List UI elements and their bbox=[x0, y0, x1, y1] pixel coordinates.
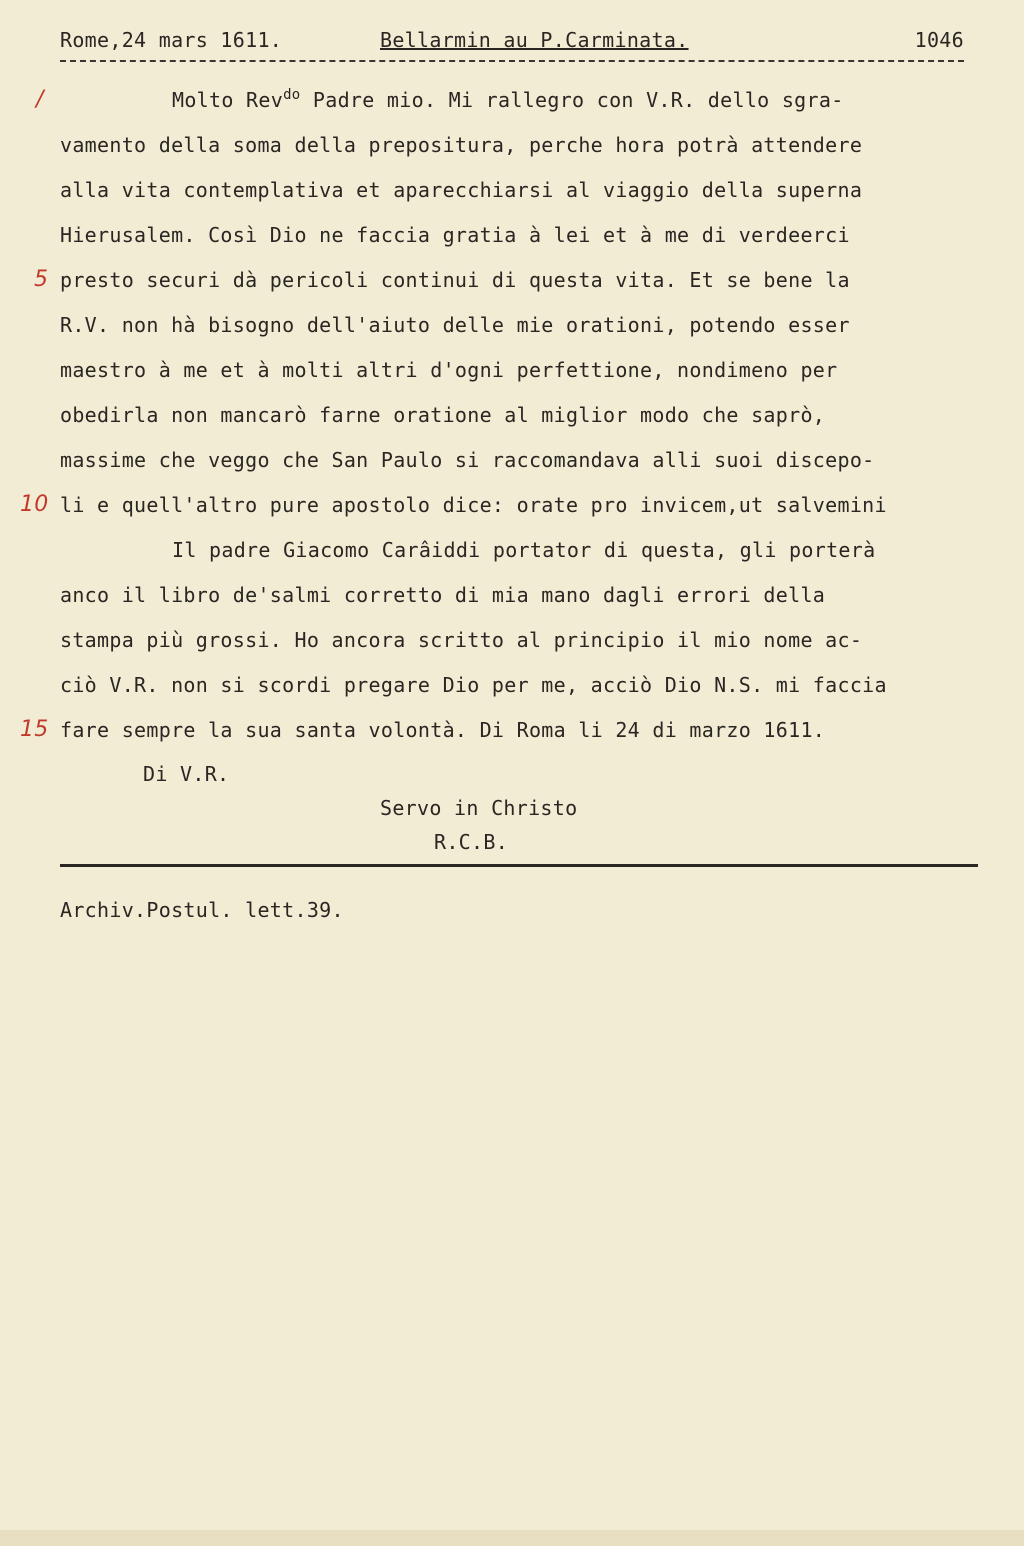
margin-number-5: 5 bbox=[34, 267, 49, 292]
letter-line-12: anco il libro de'salmi corretto di mia mano dagli errori della bbox=[60, 583, 826, 607]
header-number: 1046 bbox=[914, 28, 964, 52]
margin-number-1: / bbox=[36, 87, 44, 112]
letter-line-3: alla vita contemplativa et aparecchiarsi al viaggio della superna bbox=[60, 178, 863, 202]
page-edge bbox=[0, 1530, 1024, 1546]
letter-line-5: presto securi dà pericoli continui di questa vita. Et se bene la bbox=[60, 268, 850, 292]
archive-reference: Archiv.Postul. lett.39. bbox=[60, 898, 344, 922]
header-date: Rome,24 mars 1611. bbox=[60, 28, 283, 52]
letter-line-4: Hierusalem. Così Dio ne faccia gratia à lei et à me di verdeerci bbox=[60, 223, 850, 247]
letter-line-14: ciò V.R. non si scordi pregare Dio per me, acciò Dio N.S. mi faccia bbox=[60, 673, 887, 697]
letter-line-2: vamento della soma della prepositura, perche hora potrà attendere bbox=[60, 133, 863, 157]
letter-line-8: obedirla non mancarò farne oratione al miglior modo che saprò, bbox=[60, 403, 826, 427]
margin-number-15: 15 bbox=[20, 717, 49, 742]
letter-line-15: fare sempre la sua santa volontà. Di Roma li 24 di marzo 1611. bbox=[60, 718, 826, 742]
closing-initials: R.C.B. bbox=[434, 830, 509, 854]
footer-rule bbox=[60, 864, 978, 867]
closing-greeting: Di V.R. bbox=[143, 762, 230, 786]
letter-line-7: maestro à me et à molti altri d'ogni perfettione, nondimeno per bbox=[60, 358, 838, 382]
letter-line-11: Il padre Giacomo Carâiddi portator di questa, gli porterà bbox=[172, 538, 876, 562]
letter-line-9: massime che veggo che San Paulo si raccomandava alli suoi discepo- bbox=[60, 448, 875, 472]
header-dashed-rule bbox=[60, 60, 964, 62]
letter-line-10: li e quell'altro pure apostolo dice: orate pro invicem,ut salvemini bbox=[60, 493, 887, 517]
header-title: Bellarmin au P.Carminata. bbox=[380, 28, 689, 52]
closing-servant: Servo in Christo bbox=[380, 796, 578, 820]
margin-number-10: 10 bbox=[20, 492, 49, 517]
letter-line-13: stampa più grossi. Ho ancora scritto al principio il mio nome ac- bbox=[60, 628, 863, 652]
letter-line-1: Molto Rev$^{do}$ Padre mio. Mi rallegro con V.R. dello sgra- bbox=[172, 87, 844, 112]
letter-line-6: R.V. non hà bisogno dell'aiuto delle mie orationi, potendo esser bbox=[60, 313, 850, 337]
letter-header bbox=[60, 28, 964, 58]
